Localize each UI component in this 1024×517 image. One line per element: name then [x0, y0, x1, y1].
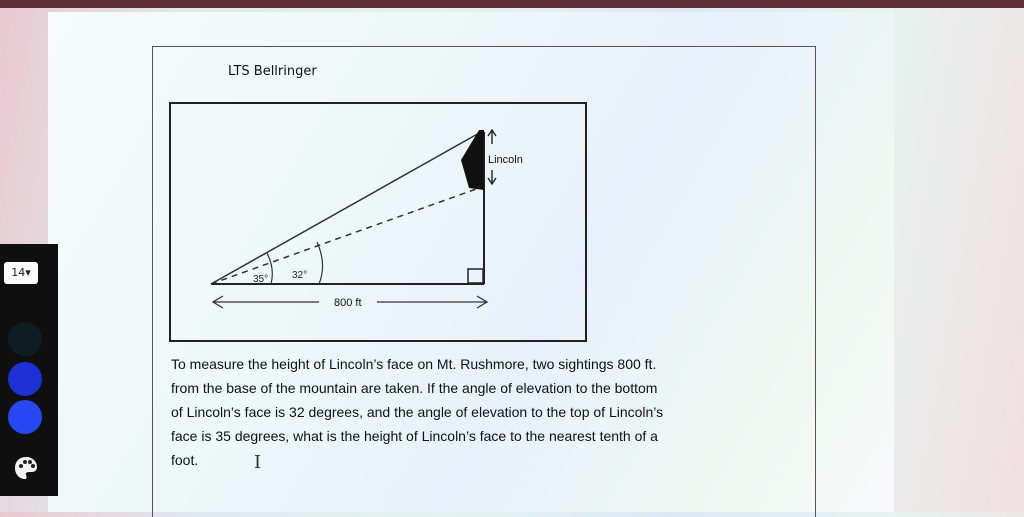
problem-line: of Lincoln’s face is 32 degrees, and the angle of elevation to the top of Lincoln’s — [171, 404, 664, 420]
dark-swatch[interactable] — [8, 322, 42, 356]
angle-label-32: 32° — [292, 270, 308, 281]
problem-text[interactable] — [171, 352, 801, 472]
window-top-bar — [0, 0, 1024, 8]
sight-line-top — [211, 132, 481, 284]
diagram-figure — [169, 102, 587, 342]
problem-line: from the base of the mountain are taken. If the angle of elevation to the bottom — [171, 380, 658, 396]
problem-line: To measure the height of Lincoln’s face on Mt. Rushmore, two sightings 800 ft. — [171, 356, 657, 372]
right-angle-marker — [468, 269, 483, 283]
palette-icon[interactable] — [12, 454, 40, 482]
problem-line: face is 35 degrees, what is the height of Lincoln’s face to the nearest tenth of a — [171, 428, 658, 444]
page-title: LTS Bellringer — [228, 64, 317, 79]
sight-line-bottom — [211, 188, 479, 284]
text-cursor-icon: I — [254, 452, 262, 473]
page-number: 14 — [11, 266, 26, 279]
problem-line: foot. — [171, 452, 199, 468]
lincoln-label: Lincoln — [488, 154, 523, 166]
navy-swatch[interactable] — [8, 362, 42, 396]
side-toolbar — [0, 244, 58, 496]
chevron-down-icon: ▾ — [25, 266, 31, 279]
angle-label-35: 35° — [253, 274, 269, 285]
lincoln-face-shape — [461, 130, 484, 190]
distance-label: 800 ft — [334, 297, 362, 309]
blue-swatch[interactable] — [8, 400, 42, 434]
angle-arc-outer — [317, 242, 323, 284]
triangle-diagram — [171, 104, 585, 340]
page-selector-button[interactable] — [4, 262, 38, 284]
